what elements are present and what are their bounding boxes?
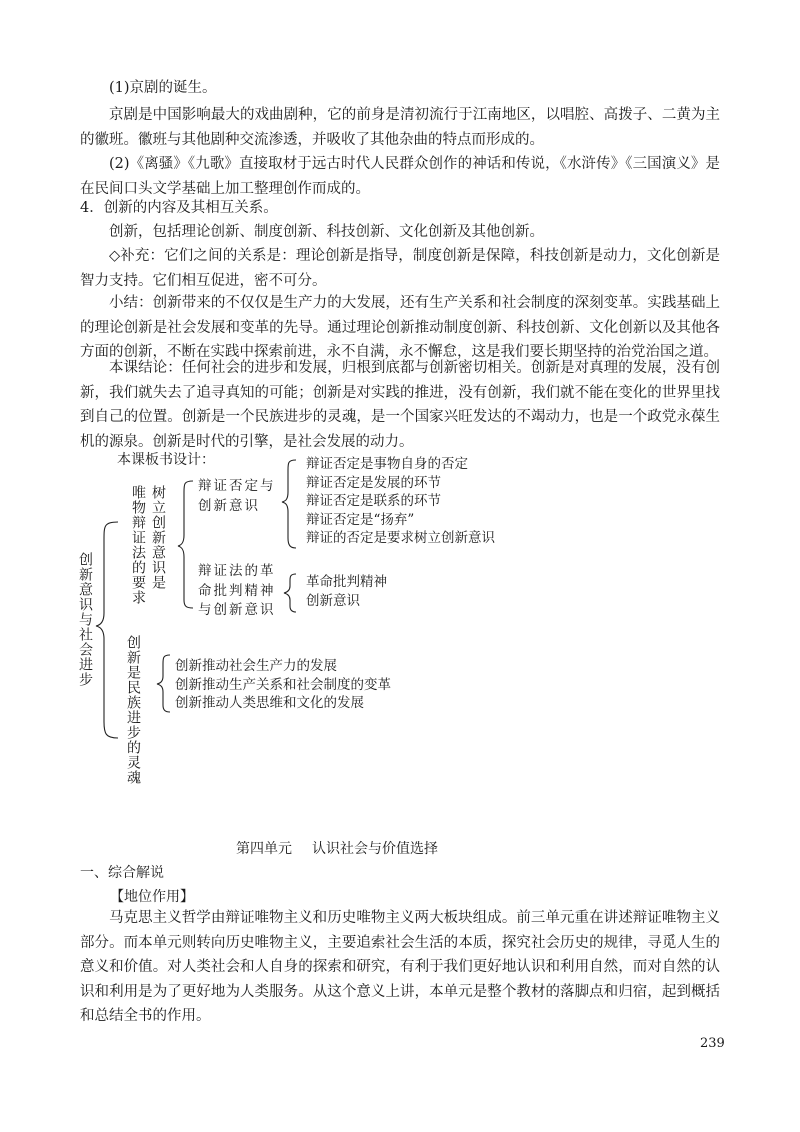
list-item: 创新推动人类思维和文化的发展 xyxy=(175,695,364,711)
section-overview: 一、综合解说 xyxy=(80,865,164,881)
node-b-list xyxy=(306,573,387,610)
brace-node-b xyxy=(284,574,296,612)
paragraph-position-role: 马克思主义哲学由辩证唯物主义和历史唯物主义两大板块组成。前三单元重在讲述辩证唯物主义部分。而本单元则转向历史唯物主义，主要追索社会生活的本质，探究社会历史的规律，寻觅人生的意义和价值。对人类社会和人自身的探索和研究，有利于我们更好地认识和利用自然，而对自然的认识和利用是为了更好地为人类服务。从这个意义上讲，本单元是整个教材的落脚点和归宿，起到概括和总结全书的作用。 xyxy=(80,910,720,1024)
position-role-tag: 【地位作用】 xyxy=(110,889,194,905)
list-item: 辩证否定是“扬弃” xyxy=(306,511,415,528)
paragraph-supplement: ◇补充：它们之间的关系是：理论创新是指导，制度创新是保障，科技创新是动力，文化创新是智力支持。它们相互促进，密不可分。 xyxy=(80,248,720,289)
brace-root xyxy=(96,522,118,738)
paragraph-summary: 小结：创新带来的不仅仅是生产力的大发展，还有生产关系和社会制度的深刻变革。实践基础上的理论创新是社会发展和变革的先导。通过理论创新推动制度创新、科技创新、文化创新以及其他各方面的创新，不断在实践中探索前进，永不自满，永不懈怠，这是我们要长期坚持的治党治国之道。 xyxy=(80,295,720,360)
branch1-col2-label: 树立创新意识是 xyxy=(150,485,166,590)
list-item: 辩证否定是事物自身的否定 xyxy=(306,456,468,472)
brace-branch2 xyxy=(157,655,170,712)
board-root-label: 创新意识与社会进步 xyxy=(77,552,93,687)
list-item: 辩证否定是发展的环节 xyxy=(306,474,441,491)
unit-subtitle: 认识社会与价值选择 xyxy=(312,841,438,857)
unit-title: 第四单元 xyxy=(236,841,292,857)
paragraph-innovation-types: 创新，包括理论创新、制度创新、科技创新、文化创新及其他创新。 xyxy=(109,224,544,240)
list-item: 创新意识 xyxy=(306,592,360,609)
board-heading: 本课板书设计： xyxy=(117,452,215,468)
page-number: 239 xyxy=(700,1036,725,1051)
branch2-list xyxy=(175,657,391,713)
list-item: 创新推动社会生产力的发展 xyxy=(175,658,337,674)
paragraph-literature: (2)《离骚》《九歌》直接取材于远古时代人民群众创作的神话和传说，《水浒传》《三国演义》是在民间口头文学基础上加工整理创作而成的。 xyxy=(80,156,720,197)
brace-branch1 xyxy=(178,481,193,608)
list-item: 辩证否定是联系的环节 xyxy=(306,493,441,509)
paragraph-beijing-opera: 京剧是中国影响最大的戏曲剧种，它的前身是清初流行于江南地区，以唱腔、高拨子、二黄为主的徽班。徽班与其他剧种交流渗透，并吸收了其他杂曲的特点而形成的。 xyxy=(80,107,720,148)
list-item: 辩证的否定是要求树立创新意识 xyxy=(306,530,495,546)
section-heading-innovation: 4．创新的内容及其相互关系。 xyxy=(80,200,278,216)
node-dialectical-negation: 辩证否定与创新意识 xyxy=(198,478,276,514)
node-revolutionary-spirit: 辩证法的革命批判精神与创新意识 xyxy=(198,563,276,618)
list-item: 创新推动生产关系和社会制度的变革 xyxy=(175,676,391,693)
paragraph-beijing-opera-heading: (1)京剧的诞生。 xyxy=(109,80,217,96)
brace-node-a xyxy=(282,460,296,548)
branch2-label: 创新是民族进步的灵魂 xyxy=(125,635,141,785)
node-a-list xyxy=(306,455,495,548)
branch1-col1-label: 唯物辩证法的要求 xyxy=(130,485,146,605)
list-item: 革命批判精神 xyxy=(306,574,387,590)
paragraph-conclusion: 本课结论：任何社会的进步和发展，归根到底都与创新密切相关。创新是对真理的发展，没有创新，我们就失去了追寻真知的可能；创新是对实践的推进，没有创新，我们就不能在变化的世界里找到自己的位置。创新是一个民族进步的灵魂，是一个国家兴旺发达的不竭动力，也是一个政党永葆生机的源泉。创新是时代的引擎，是社会发展的动力。 xyxy=(80,360,720,450)
